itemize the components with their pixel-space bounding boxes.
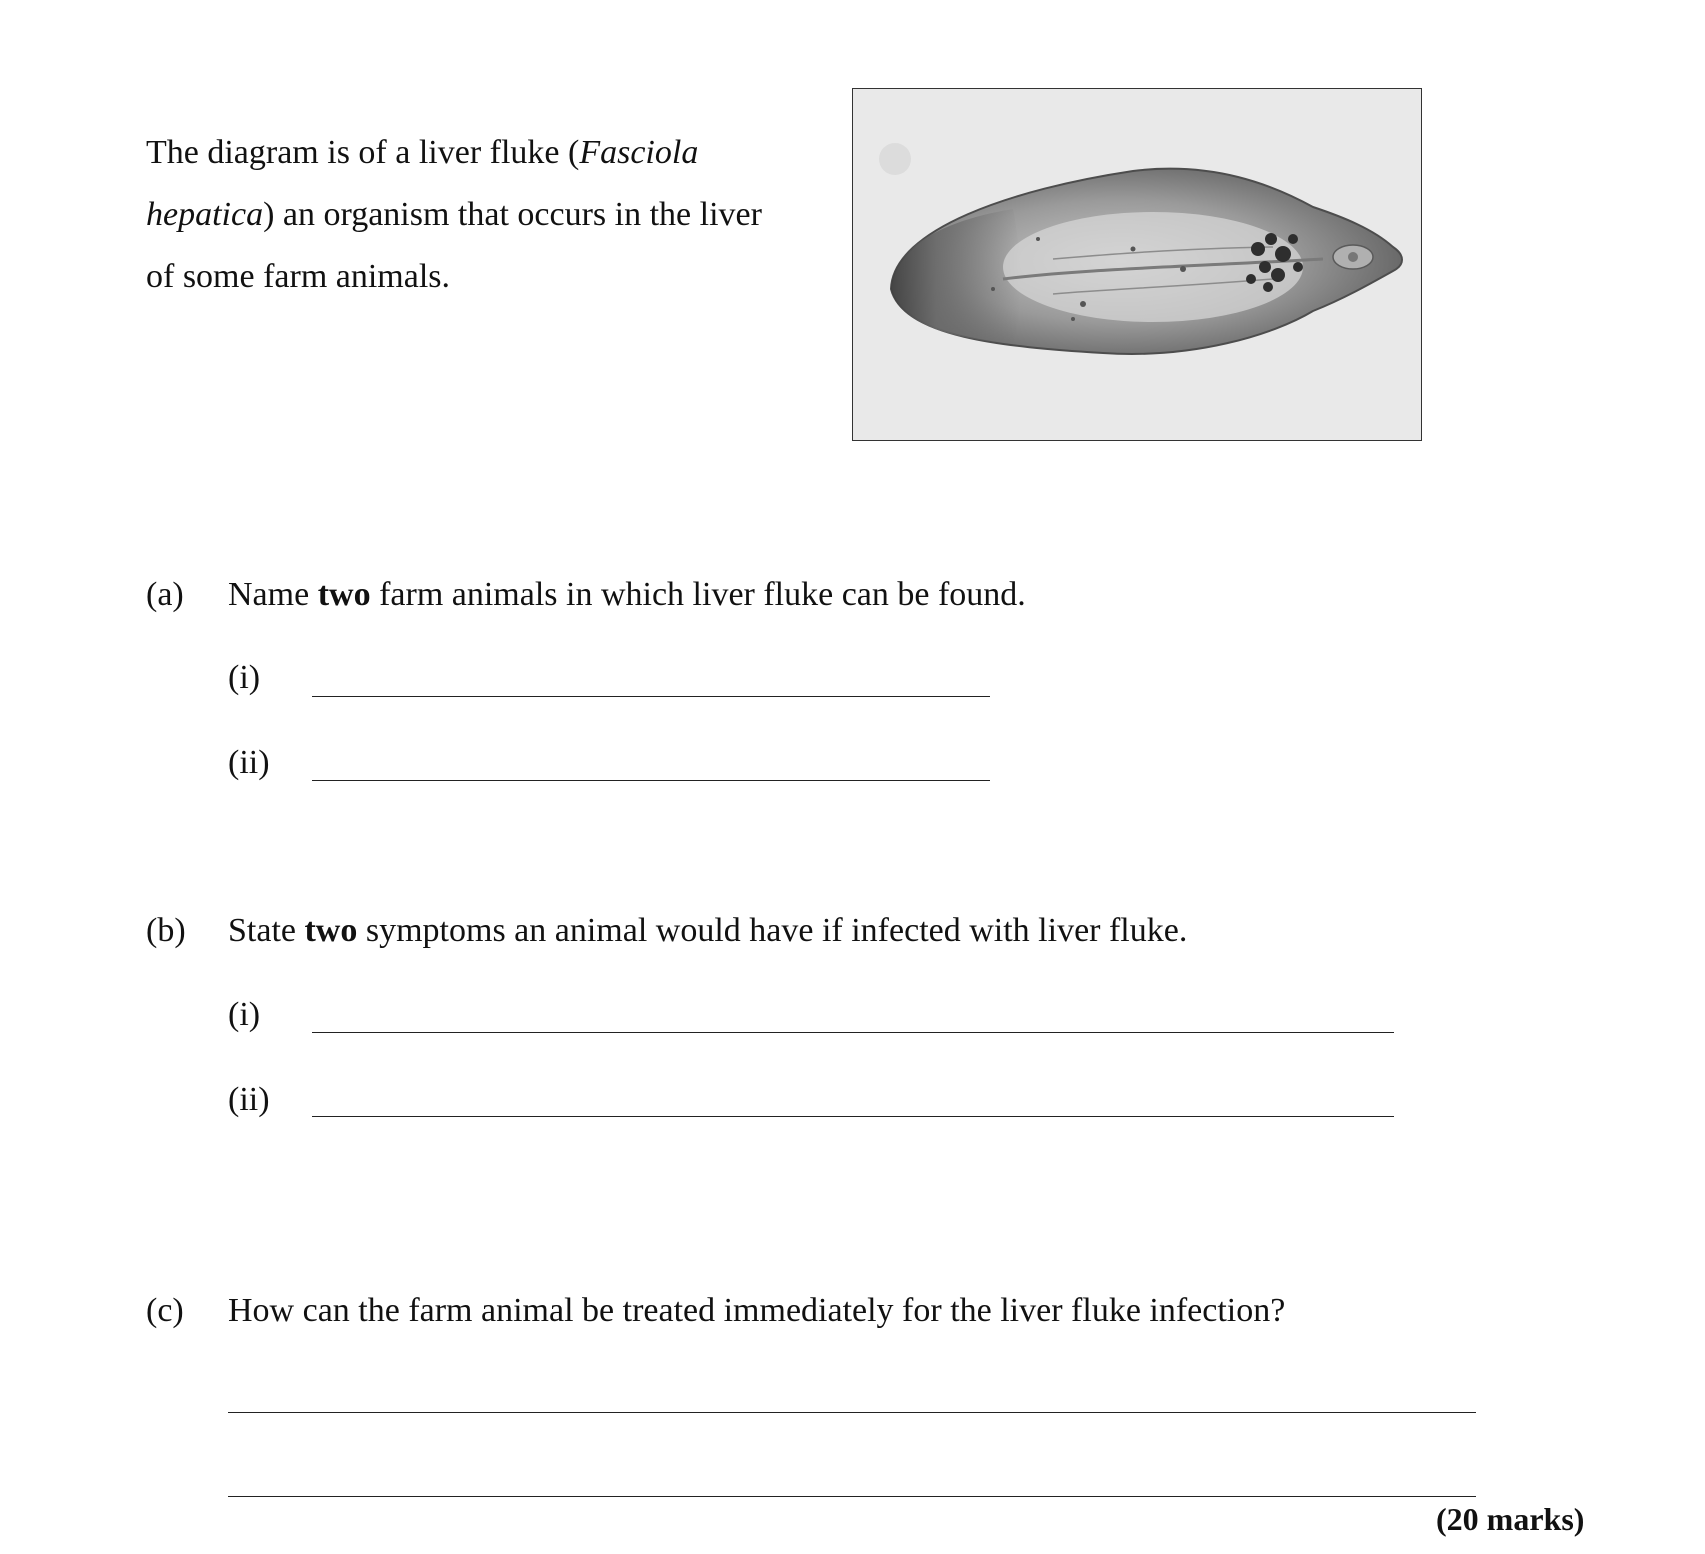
intro-line1-prefix: The diagram is of a liver fluke (: [146, 134, 580, 171]
question-b-text-bold: two: [304, 912, 358, 949]
question-a-sub-ii-label: (ii): [228, 744, 270, 781]
question-c-label: (c): [146, 1292, 184, 1329]
question-a-text-before: Name: [228, 576, 318, 613]
intro-line-1: [146, 133, 698, 173]
intro-line3: of some farm animals.: [146, 258, 451, 295]
question-c-text: How can the farm animal be treated immediately for the liver fluke infection?: [228, 1292, 1286, 1329]
question-a-label: (a): [146, 576, 184, 613]
question-b-answer-line-i[interactable]: [312, 1032, 1394, 1033]
question-a-text: [228, 575, 1026, 615]
genus-name: Fasciola: [579, 134, 699, 171]
intro-line2-suffix: ) an organism that occurs in the liver: [263, 196, 762, 233]
question-a-text-after: farm animals in which liver fluke can be found.: [370, 576, 1026, 613]
liver-fluke-image: [853, 89, 1421, 440]
question-b-sub-i-label: (i): [228, 996, 261, 1033]
question-c-answer-line-2[interactable]: [228, 1496, 1476, 1497]
question-b-label: (b): [146, 912, 186, 949]
question-a-answer-line-ii[interactable]: [312, 780, 990, 781]
intro-line-2: [146, 195, 762, 235]
liver-fluke-figure: [852, 88, 1422, 441]
species-name: hepatica: [146, 196, 264, 233]
question-b-sub-ii-label: (ii): [228, 1081, 270, 1118]
question-b-text: [228, 911, 1187, 951]
total-marks: (20 marks): [1436, 1501, 1585, 1537]
question-a-text-bold: two: [317, 576, 371, 613]
intro-line-3: [146, 257, 450, 297]
question-a-sub-i-label: (i): [228, 659, 261, 696]
question-a-answer-line-i[interactable]: [312, 696, 990, 697]
question-b-answer-line-ii[interactable]: [312, 1116, 1394, 1117]
question-b-text-before: State: [228, 912, 305, 949]
question-c-answer-line-1[interactable]: [228, 1412, 1476, 1413]
question-b-text-after: symptoms an animal would have if infected with liver fluke.: [357, 912, 1188, 949]
